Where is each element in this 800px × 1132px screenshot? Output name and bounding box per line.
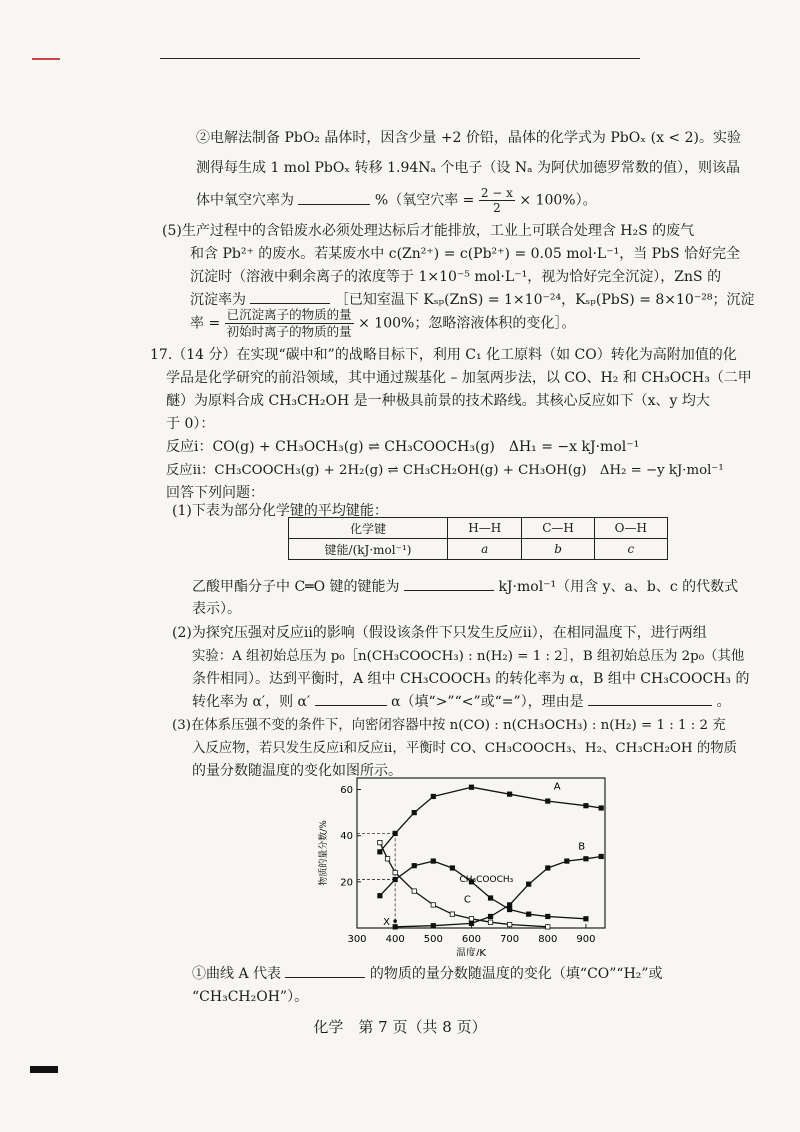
table-header-cell: 化学键 (289, 518, 448, 539)
q5-line1: (5)生产过程中的含铅废水必须处理达标后才能排放，工业上可联合处理含 H₂S 的废气 (162, 223, 695, 239)
fraction-numerator: 2 − x (480, 186, 513, 200)
part2-line3-text: 体中氧空穴率为 (196, 192, 294, 209)
fraction-denominator: 2 (493, 201, 501, 215)
data-point (584, 917, 588, 921)
part2-line2: 测得每生成 1 mol PbOₓ 转移 1.94Nₐ 个电子（设 Nₐ 为阿伏加德罗常数的值），则该晶 (196, 160, 740, 176)
q1-line2: 表示）。 (192, 601, 241, 617)
q17-line2: 学品是化学研究的前沿领域，其中通过羰基化 – 加氢两步法，以 CO、H₂ 和 CH₃OCH₃（二甲 (166, 370, 752, 386)
data-point (507, 903, 511, 907)
bond-energy-table (288, 517, 668, 560)
table-row-label: 键能/(kJ·mol⁻¹) (289, 539, 448, 560)
fraction-numerator: 已沉淀离子的物质的量 (226, 307, 352, 322)
q2-line4-text: 转化率为 α′，则 α′ (192, 694, 311, 710)
data-point (412, 863, 416, 867)
fraction (479, 186, 515, 215)
data-point (412, 810, 416, 814)
q17-line3: 醚）为原料合成 CH₃CH₂OH 是一种极具前景的技术路线。其核心反应如下（x、y 均大 (166, 393, 710, 409)
x-marker-point (393, 919, 397, 923)
data-point (488, 896, 492, 900)
data-point (393, 925, 397, 929)
table-cell: c (594, 539, 667, 560)
q5-line5-text: 率 = (190, 315, 221, 332)
series-line-0 (380, 787, 601, 852)
data-point (584, 803, 588, 807)
data-point (507, 907, 511, 911)
q3-line3: 的量分数随温度的变化如图所示。 (192, 763, 402, 779)
q3-line2: 入反应物，若只发生反应ⅰ和反应ⅱ，平衡时 CO、CH₃COOCH₃、H₂、CH₃CH₂OH 的物质 (192, 741, 738, 756)
data-point (431, 903, 435, 907)
data-point (546, 925, 550, 929)
answer-blank-reason[interactable] (588, 691, 712, 706)
series-line-1 (395, 857, 601, 927)
table-header-cell: H—H (448, 518, 522, 539)
q2-line4-text3: 。 (716, 694, 731, 710)
table-cell: a (448, 539, 522, 560)
data-point (599, 854, 603, 858)
answer-blank-zns-rate[interactable] (250, 289, 330, 304)
part2-line3 (196, 186, 597, 215)
q3-line1: (3)在体系压强不变的条件下，向密闭容器中按 n(CO) : n(CH₃OCH₃) : n(H₂) = 1 : 1 : 2 充 (172, 718, 726, 733)
data-point (393, 877, 397, 881)
y-tick-label: 20 (340, 877, 353, 889)
q3i-line2: “CH₃CH₂OH”）。 (192, 989, 309, 1005)
q2-line4 (192, 691, 731, 711)
answer-prompt: 回答下列问题： (166, 485, 264, 501)
data-point (488, 920, 492, 924)
scan-corner-mark (32, 58, 60, 80)
data-point (507, 792, 511, 796)
x-tick-label: 900 (576, 934, 596, 945)
data-point (378, 893, 382, 897)
answer-blank-curve-a[interactable] (285, 963, 365, 978)
data-point (526, 912, 530, 916)
q1-line1 (192, 576, 738, 596)
data-point (431, 923, 435, 927)
q3i-line1-text2: 的物质的量分数随温度的变化（填“CO”“H₂”或 (369, 966, 663, 982)
series-label-c: C (463, 894, 471, 906)
fraction (225, 307, 354, 340)
answer-blank-vacancy[interactable] (298, 190, 370, 205)
data-point (412, 889, 416, 893)
table-row (289, 518, 668, 539)
q5-line2: 和含 Pb²⁺ 的废水。若某废水中 c(Zn²⁺) = c(Pb²⁺) = 0.05 mol·L⁻¹，当 PbS 恰好完全 (190, 246, 741, 262)
data-point (546, 914, 550, 918)
data-point (488, 914, 492, 918)
scan-black-mark (30, 1066, 58, 1073)
mole-fraction-chart (312, 770, 612, 956)
data-point (546, 866, 550, 870)
reaction-1: 反应ⅰ：CO(g) + CH₃OCH₃(g) ⇌ CH₃COOCH₃(g) ΔH₁ = −x kJ·mol⁻¹ (166, 439, 640, 455)
q2-line3: 条件相同）。达到平衡时，A 组中 CH₃COOCH₃ 的转化率为 α，B 组中 CH₃COOCH₃ 的 (192, 671, 750, 687)
data-point (469, 785, 473, 789)
series-label-a: A (553, 781, 561, 793)
q5-line5 (190, 307, 575, 340)
data-point (393, 870, 397, 874)
data-point (469, 917, 473, 921)
q2-line2: 实验：A 组初始总压为 p₀［n(CH₃COOCH₃) : n(H₂) = 1 : 2］，B 组初始总压为 2p₀（其他 (192, 649, 745, 664)
data-point (507, 922, 511, 926)
header-rule (160, 58, 640, 59)
q1-title: (1)下表为部分化学键的平均键能： (172, 503, 388, 519)
data-point (378, 850, 382, 854)
q5-line5-text2: × 100%；忽略溶液体积的变化］。 (358, 315, 576, 332)
table-cell: b (522, 539, 594, 560)
q5-line4-text: 沉淀率为 (190, 292, 246, 308)
x-tick-label: 800 (538, 934, 558, 945)
data-point (431, 794, 435, 798)
data-point (526, 882, 530, 886)
y-tick-label: 60 (340, 785, 353, 797)
data-point (450, 912, 454, 916)
data-point (546, 799, 550, 803)
page-footer: 化学 第 7 页（共 8 页） (313, 1018, 487, 1036)
data-point (450, 866, 454, 870)
x-tick-label: 700 (500, 934, 520, 945)
q1-line1-text: 乙酸甲酯分子中 C═O 键的键能为 (192, 579, 400, 595)
data-point (378, 840, 382, 844)
fraction-denominator: 初始时离子的物质的量 (226, 324, 352, 339)
y-tick-label: 40 (340, 831, 353, 843)
table-header-cell: O—H (594, 518, 667, 539)
data-point (565, 859, 569, 863)
part2-line1: ②电解法制备 PbO₂ 晶体时，因含少量 +2 价铅，晶体的化学式为 PbOₓ (x < 2)。实验 (196, 130, 741, 146)
q5-line4 (190, 289, 754, 309)
answer-blank-bond-energy[interactable] (404, 576, 494, 591)
series-line-3 (380, 861, 586, 919)
q17-line4: 于 0）： (166, 416, 215, 432)
answer-blank-alpha-compare[interactable] (315, 691, 387, 706)
x-tick-label: 300 (347, 934, 367, 945)
table-header-cell: C—H (522, 518, 594, 539)
data-point (431, 859, 435, 863)
plot-frame (357, 778, 605, 928)
x-tick-label: 600 (461, 934, 482, 945)
x-marker-label: X (383, 917, 391, 929)
y-axis-label: 物质的量分数/% (319, 820, 329, 886)
x-axis-label: 温度/K (456, 948, 486, 956)
q5-line3: 沉淀时（溶液中剩余离子的浓度等于 1×10⁻⁵ mol·L⁻¹，视为恰好完全沉淀），ZnS 的 (190, 269, 722, 285)
data-point (385, 857, 389, 861)
q3i-line1 (192, 963, 663, 983)
reaction-2: 反应ⅱ：CH₃COOCH₃(g) + 2H₂(g) ⇌ CH₃CH₂OH(g) + CH₃OH(g) ΔH₂ = −y kJ·mol⁻¹ (166, 463, 724, 478)
data-point (599, 806, 603, 810)
q2-line4-text2: α（填“>”“<”或“=”），理由是 (391, 694, 584, 710)
q2-line1: (2)为探究压强对反应ⅱ的影响（假设该条件下只发生反应ⅱ），在相同温度下，进行两组 (172, 625, 707, 641)
part2-line3-text3: × 100%）。 (519, 192, 597, 209)
part2-line3-text2: %（氧空穴率 = (374, 192, 475, 209)
data-point (469, 921, 473, 925)
q17-line1: 17.（14 分）在实现“碳中和”的战略目标下，利用 C₁ 化工原料（如 CO）转化为高附加值的化 (150, 347, 737, 363)
series-label-b: B (578, 841, 586, 853)
x-tick-label: 500 (423, 934, 443, 945)
data-point (393, 831, 397, 835)
data-point (584, 857, 588, 861)
q3i-line1-text: ①曲线 A 代表 (192, 966, 282, 982)
table-row (289, 539, 668, 560)
x-tick-label: 400 (385, 934, 405, 945)
series-label-ch3cooch3: CH₃COOCH₃ (459, 874, 514, 885)
q1-line1-text2: kJ·mol⁻¹（用含 y、a、b、c 的代数式 (498, 579, 739, 595)
q5-line4-text2: ［已知室温下 Kₛₚ(ZnS) = 1×10⁻²⁴，Kₛₚ(PbS) = 8×10⁻²⁸；沉淀 (334, 292, 755, 308)
